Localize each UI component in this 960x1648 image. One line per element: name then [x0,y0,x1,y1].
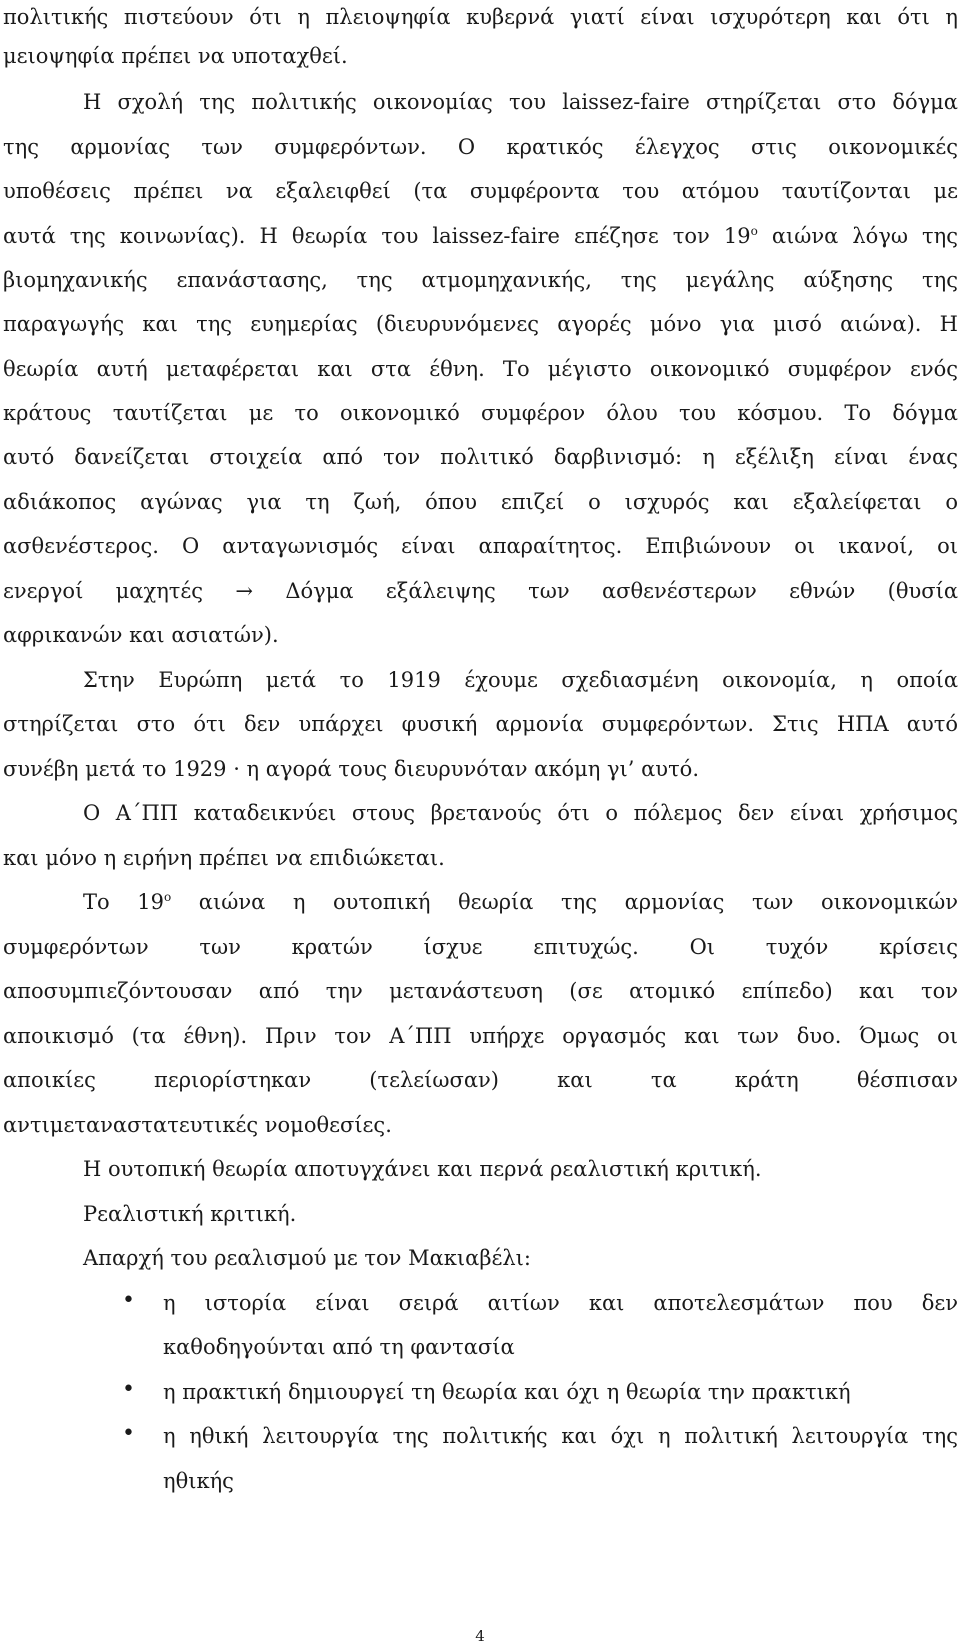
text-line: αποσυμπιεζόντουσαν από την μετανάστευση (σε ατομικό επίπεδο) και τον [3,979,958,1003]
text-line: κράτους ταυτίζεται με το οικονομικό συμφέρον όλου του κόσμου. Το δόγμα [3,401,958,425]
superscript: ο [163,890,172,904]
text-line: συνέβη μετά το 1929 · η αγορά τους διευρυνόταν ακόμη γι’ αυτό. [3,757,700,781]
text-line: υποθέσεις πρέπει να εξαλειφθεί (τα συμφέροντα του ατόμου ταυτίζονται με [3,179,958,203]
text-line: της αρμονίας των συμφερόντων. Ο κρατικός έλεγχος στις οικονομικές [3,135,958,159]
section-heading: Ρεαλιστική κριτική. [83,1202,297,1226]
text-line: ενεργοί μαχητές → Δόγμα εξάλειψης των ασθενέστερων εθνών (θυσία [3,579,958,603]
text-segment: αυτά της κοινωνίας). Η θεωρία του laissez-faire επέζησε τον 19 [3,224,751,248]
text-line: ασθενέστερος. Ο ανταγωνισμός είναι απαραίτητος. Επιβιώνουν οι ικανοί, οι [3,534,958,558]
bullet-icon: • [122,1377,135,1402]
text-line: αποικίες περιορίστηκαν (τελείωσαν) και τα κράτη θέσπισαν [3,1068,958,1092]
text-line: βιομηχανικής επανάστασης, της ατμομηχανικής, της μεγάλης αύξησης της [3,268,958,292]
list-item: η ηθική λειτουργία της πολιτικής και όχι η πολιτική λειτουργία της [163,1424,958,1448]
text-segment: Το 19 [83,890,164,914]
text-line: αφρικανών και ασιατών). [3,623,279,647]
superscript: ο [750,224,758,238]
text-line [3,222,958,250]
list-item: η ιστορία είναι σειρά αιτίων και αποτελεσμάτων που δεν [163,1291,958,1315]
text-line: θεωρία αυτή μεταφέρεται και στα έθνη. Το μέγιστο οικονομικό συμφέρον ενός [3,357,958,381]
list-intro: Απαρχή του ρεαλισμού με τον Μακιαβέλι: [83,1246,531,1270]
text-line: μειοψηφία πρέπει να υποταχθεί. [3,44,348,68]
page-number: 4 [475,1627,485,1645]
paragraph-first-line: Ο Α΄ΠΠ καταδεικνύει στους βρετανούς ότι ο πόλεμος δεν είναι χρήσιμος [83,801,958,825]
text-line: και μόνο η ειρήνη πρέπει να επιδιώκεται. [3,846,445,870]
text-line: συμφερόντων των κρατών ίσχυε επιτυχώς. Οι τυχόν κρίσεις [3,935,958,959]
paragraph-first-line [83,888,958,916]
paragraph-first-line: Η ουτοπική θεωρία αποτυγχάνει και περνά ρεαλιστική κριτική. [83,1157,762,1181]
text-line: αδιάκοπος αγώνας για τη ζωή, όπου επιζεί ο ισχυρός και εξαλείφεται ο [3,490,958,514]
text-line: στηρίζεται στο ότι δεν υπάρχει φυσική αρμονία συμφερόντων. Στις ΗΠΑ αυτό [3,712,958,736]
text-line: αυτό δανείζεται στοιχεία από τον πολιτικό δαρβινισμό: η εξέλιξη είναι ένας [3,445,958,469]
text-segment: αιώνα λόγω της [757,224,958,248]
text-line: αποικισμό (τα έθνη). Πριν τον Α΄ΠΠ υπήρχε οργασμός και των δυο. Όμως οι [3,1024,958,1048]
list-item: η πρακτική δημιουργεί τη θεωρία και όχι η θεωρία την πρακτική [163,1380,851,1404]
bullet-icon: • [122,1421,135,1446]
paragraph-first-line: Στην Ευρώπη μετά το 1919 έχουμε σχεδιασμένη οικονομία, η οποία [83,668,958,692]
text-line: πολιτικής πιστεύουν ότι η πλειοψηφία κυβερνά γιατί είναι ισχυρότερη και ότι η [3,5,958,29]
text-line: παραγωγής και της ευημερίας (διευρυνόμενες αγορές μόνο για μισό αιώνα). Η [3,312,958,336]
list-item-continuation: καθοδηγούνται από τη φαντασία [163,1335,515,1359]
paragraph-first-line: Η σχολή της πολιτικής οικονομίας του laissez-faire στηρίζεται στο δόγμα [83,90,958,114]
list-item-continuation: ηθικής [163,1469,234,1493]
text-line: αντιμεταναστατευτικές νομοθεσίες. [3,1113,392,1137]
bullet-icon: • [122,1288,135,1313]
text-segment: αιώνα η ουτοπική θεωρία της αρμονίας των οικονομικών [171,890,958,914]
